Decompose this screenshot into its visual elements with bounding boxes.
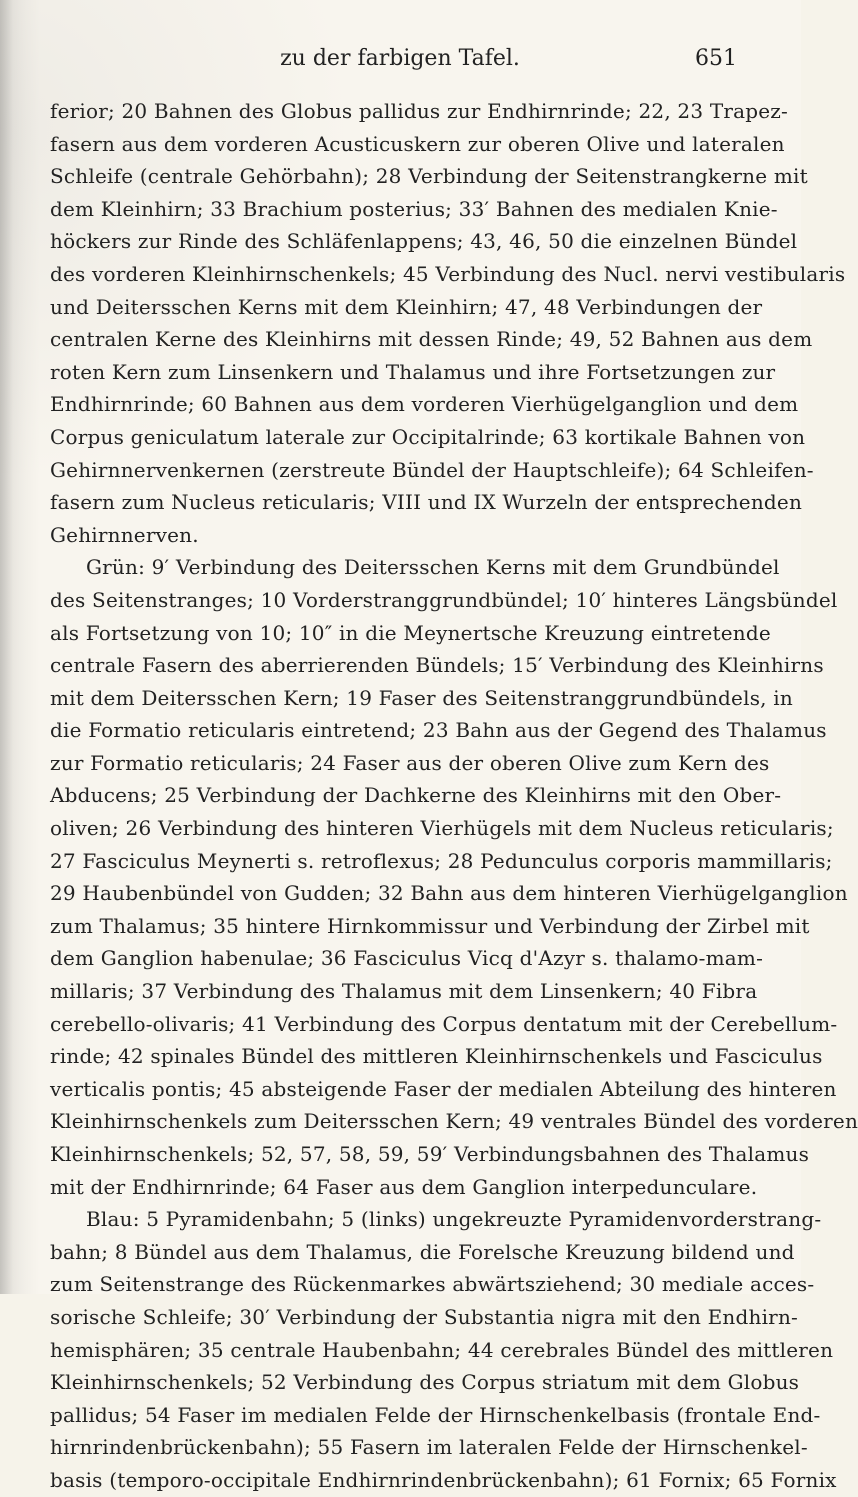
text-line: dem Ganglion habenulae; 36 Fasciculus Vicq d'Azyr s. thalamo-mam- — [50, 946, 764, 971]
text-line: 27 Fasciculus Meynerti s. retroflexus; 28 Pedunculus corporis mammillaris; — [50, 848, 833, 873]
text-line: Abducens; 25 Verbindung der Dachkerne des Kleinhirns mit den Ober- — [50, 783, 782, 808]
text-line: höckers zur Rinde des Schläfenlappens; 43, 46, 50 die einzelnen Bündel — [50, 229, 798, 254]
text-line: des Seitenstranges; 10 Vorderstranggrundbündel; 10′ hinteres Längsbündel — [50, 587, 838, 612]
text-line: basis (temporo-occipitale Endhirnrindenbrückenbahn); 61 Fornix; 65 Fornix — [50, 1467, 837, 1492]
text-line: bahn; 8 Bündel aus dem Thalamus, die Forelsche Kreuzung bildend und — [50, 1239, 795, 1264]
text-line: sorische Schleife; 30′ Verbindung der Substantia nigra mit den Endhirn- — [50, 1304, 798, 1329]
text-line: millaris; 37 Verbindung des Thalamus mit dem Linsenkern; 40 Fibra — [50, 979, 758, 1004]
paragraph-start-line: Blau: 5 Pyramidenbahn; 5 (links) ungekreuzte Pyramidenvorderstrang- — [86, 1207, 822, 1232]
text-line: Schleife (centrale Gehörbahn); 28 Verbindung der Seitenstrangkerne mit — [50, 164, 808, 189]
text-line: Kleinhirnschenkels; 52 Verbindung des Corpus striatum mit dem Globus — [50, 1370, 800, 1395]
text-line: rinde; 42 spinales Bündel des mittleren Kleinhirnschenkels und Fasciculus — [50, 1044, 823, 1069]
text-line: des vorderen Kleinhirnschenkels; 45 Verbindung des Nucl. nervi vestibularis — [50, 261, 846, 286]
text-line: Gehirnnervenkernen (zerstreute Bündel der Hauptschleife); 64 Schleifen- — [50, 457, 814, 482]
text-line: 29 Haubenbündel von Gudden; 32 Bahn aus dem hinteren Vierhügelganglion — [50, 881, 848, 906]
text-line: hirnrindenbrückenbahn); 55 Fasern im lateralen Felde der Hirnschenkel- — [50, 1435, 808, 1460]
text-line: zum Seitenstrange des Rückenmarkes abwärtsziehend; 30 mediale acces- — [50, 1272, 815, 1297]
text-line: oliven; 26 Verbindung des hinteren Vierhügels mit dem Nucleus reticularis; — [50, 816, 834, 841]
text-line: hemisphären; 35 centrale Haubenbahn; 44 cerebrales Bündel des mittleren — [50, 1337, 834, 1362]
page-edge-shadow — [0, 0, 26, 1294]
text-line: zur Formatio reticularis; 24 Faser aus der oberen Olive zum Kern des — [50, 750, 770, 775]
text-line: centralen Kerne des Kleinhirns mit dessen Rinde; 49, 52 Bahnen aus dem — [50, 327, 813, 352]
paragraph-start-line: Grün: 9′ Verbindung des Deitersschen Kerns mit dem Grundbündel — [86, 555, 780, 580]
text-line: Corpus geniculatum laterale zur Occipitalrinde; 63 kortikale Bahnen von — [50, 424, 806, 449]
text-line: und Deitersschen Kerns mit dem Kleinhirn; 47, 48 Verbindungen der — [50, 294, 763, 319]
running-header: zu der farbigen Tafel. — [280, 46, 520, 71]
text-line: die Formatio reticularis eintretend; 23 Bahn aus der Gegend des Thalamus — [50, 718, 827, 743]
text-line: Kleinhirnschenkels zum Deitersschen Kern; 49 ventrales Bündel des vorderen — [50, 1109, 858, 1134]
text-body — [50, 95, 858, 1497]
text-line: fasern aus dem vorderen Acusticuskern zur oberen Olive und lateralen — [50, 131, 785, 156]
text-line: Gehirnnerven. — [50, 522, 199, 547]
text-line: Endhirnrinde; 60 Bahnen aus dem vorderen Vierhügelganglion und dem — [50, 392, 799, 417]
text-line: Kleinhirnschenkels; 52, 57, 58, 59, 59′ Verbindungsbahnen des Thalamus — [50, 1142, 810, 1166]
text-line: pallidus; 54 Faser im medialen Felde der Hirnschenkelbasis (frontale End- — [50, 1402, 821, 1427]
text-line: fasern zum Nucleus reticularis; VIII und IX Wurzeln der entsprechenden — [50, 490, 803, 515]
text-line: dem Kleinhirn; 33 Brachium posterius; 33′ Bahnen des medialen Knie- — [50, 196, 778, 221]
text-line: centrale Fasern des aberrierenden Bündels; 15′ Verbindung des Kleinhirns — [50, 653, 824, 678]
text-line: ferior; 20 Bahnen des Globus pallidus zur Endhirnrinde; 22, 23 Trapez- — [50, 99, 788, 123]
text-line: roten Kern zum Linsenkern und Thalamus und ihre Fortsetzungen zur — [50, 359, 776, 384]
text-line: mit der Endhirnrinde; 64 Faser aus dem Ganglion interpedunculare. — [50, 1174, 758, 1199]
text-line: mit dem Deitersschen Kern; 19 Faser des Seitenstranggrundbündels, in — [50, 685, 793, 710]
text-line: verticalis pontis; 45 absteigende Faser der medialen Abteilung des hinteren — [50, 1076, 837, 1101]
text-line: zum Thalamus; 35 hintere Hirnkommissur und Verbindung der Zirbel mit — [50, 913, 810, 938]
page-header — [0, 46, 801, 80]
text-line: cerebello-olivaris; 41 Verbindung des Corpus dentatum mit der Cerebellum- — [50, 1011, 838, 1036]
text-line: als Fortsetzung von 10; 10″ in die Meynertsche Kreuzung eintretende — [50, 620, 771, 645]
page-number: 651 — [695, 46, 737, 71]
